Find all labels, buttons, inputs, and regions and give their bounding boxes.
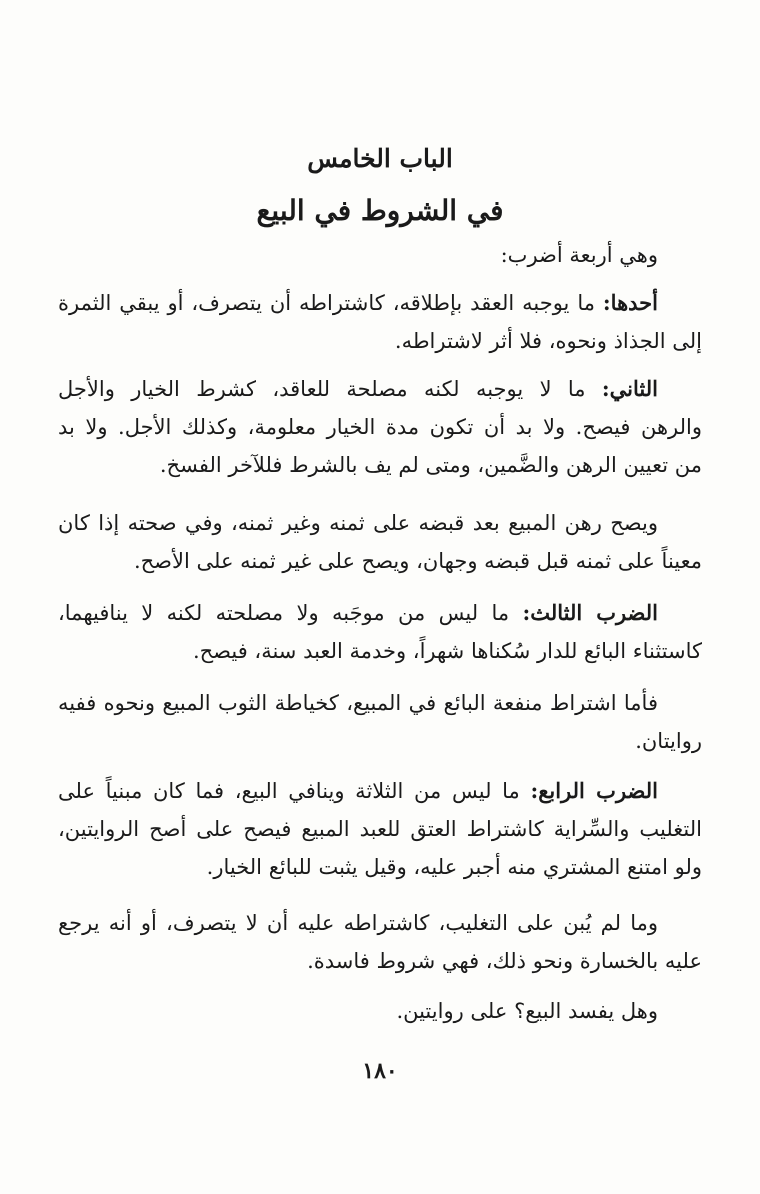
paragraph-pledge — [58, 504, 702, 580]
paragraph-lead: أحدها: — [602, 290, 658, 315]
paragraph-lead: الثاني: — [601, 376, 658, 401]
paragraph-question — [58, 992, 702, 1030]
text-line: ويصح رهن المبيع بعد قبضه على ثمنه وغير ثمنه، وفي صحته إذا كان — [58, 511, 658, 535]
paragraph-second — [58, 370, 702, 484]
text-line: وما لم يُبن على التغليب، كاشتراطه عليه أن لا يتصرف، أو أنه يرجع — [58, 911, 658, 935]
text-line: روايتان. — [635, 729, 702, 753]
paragraph-lead: الضرب الرابع: — [530, 778, 658, 803]
paragraph-other — [58, 904, 702, 980]
paragraph-lead: الضرب الثالث: — [522, 600, 658, 625]
paragraph-benefit — [58, 684, 702, 760]
page-number: ١٨٠ — [362, 1058, 398, 1084]
text-line: عليه بالخسارة ونحو ذلك، فهي شروط فاسدة. — [307, 949, 702, 973]
text-line — [58, 594, 702, 632]
paragraph-intro — [58, 236, 702, 274]
text-line: التغليب والسِّراية كاشتراط العتق للعبد المبيع فيصح على أصح الروايتين، — [58, 817, 702, 841]
text-run: ما ليس من موجَبه ولا مصلحته لكنه لا ينافيهما، — [58, 601, 523, 625]
text-line: وهل يفسد البيع؟ على روايتين. — [396, 999, 658, 1023]
text-line: فأما اشتراط منفعة البائع في المبيع، كخياطة الثوب المبيع ونحوه ففيه — [58, 691, 658, 715]
text-line: معيناً على ثمنه قبل قبضه وجهان، ويصح على غير ثمنه على الأصح. — [133, 549, 702, 573]
text-line — [58, 284, 702, 322]
paragraph-third — [58, 594, 702, 670]
section-title: في الشروط في البيع — [256, 194, 504, 227]
text-run: ما يوجبه العقد بإطلاقه، كاشتراطه أن يتصرف، أو يبقي الثمرة — [58, 291, 603, 315]
text-line: كاستثناء البائع للدار سُكناها شهراً، وخدمة العبد سنة، فيصح. — [192, 639, 702, 663]
text-run: ما لا يوجبه لكنه مصلحة للعاقد، كشرط الخيار والأجل — [58, 377, 602, 401]
text-run: ما ليس من الثلاثة وينافي البيع، فما كان مبنياً على — [58, 779, 531, 803]
chapter-title: الباب الخامس — [307, 144, 453, 173]
text-line: وهي أربعة أضرب: — [500, 243, 658, 267]
text-line: والرهن فيصح. ولا بد أن تكون مدة الخيار معلومة، وكذلك الأجل. ولا بد — [58, 415, 702, 439]
paragraph-first — [58, 284, 702, 360]
text-line — [58, 772, 702, 810]
text-line: إلى الجذاذ ونحوه، فلا أثر لاشتراطه. — [394, 329, 702, 353]
text-line — [58, 370, 702, 408]
text-line: من تعيين الرهن والضَّمين، ومتى لم يف بالشرط فللآخر الفسخ. — [159, 453, 702, 477]
text-line: ولو امتنع المشتري منه أجبر عليه، وقيل يثبت للبائع الخيار. — [206, 855, 702, 879]
paragraph-fourth — [58, 772, 702, 886]
